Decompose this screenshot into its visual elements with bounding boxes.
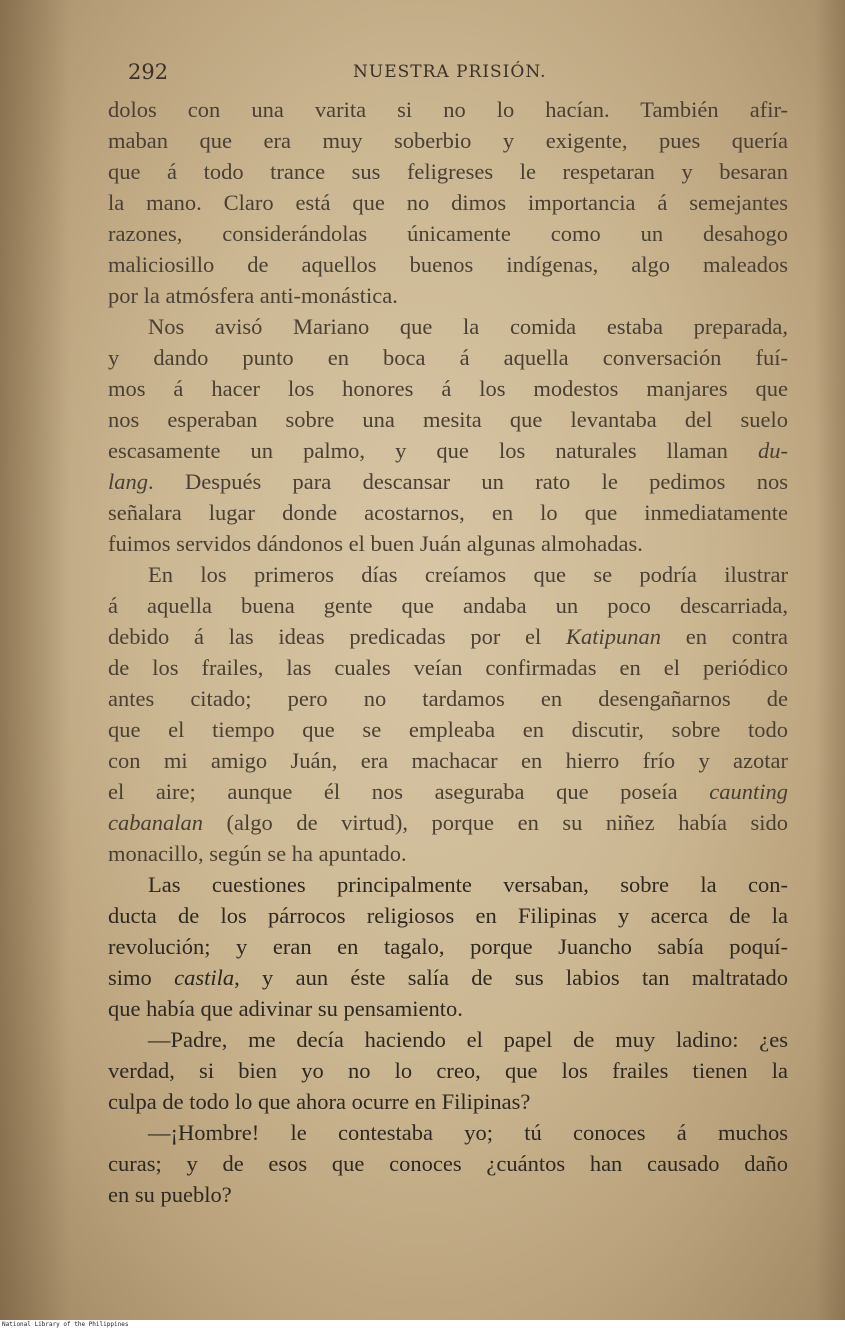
text-line (108, 962, 788, 993)
text-segment: Las cuestiones principalmente versaban, sobre la con- (148, 872, 788, 897)
text-segment: culpa de todo lo que ahora ocurre en Filipinas? (108, 1089, 531, 1114)
text-line (108, 1179, 788, 1210)
text-segment: y dando punto en boca á aquella conversación fuí- (108, 345, 788, 370)
text-line (108, 218, 788, 249)
text-line (108, 94, 788, 125)
text-segment: con mi amigo Juán, era machacar en hierro frío y azotar (108, 748, 788, 773)
text-segment: debido á las ideas predicadas por el (108, 624, 567, 649)
text-segment: á aquella buena gente que andaba un poco descarriada, (108, 593, 788, 618)
text-segment: curas; y de esos que conoces ¿cuántos han causado daño (108, 1151, 788, 1176)
text-segment: fuimos servidos dándonos el buen Juán algunas almohadas. (108, 531, 643, 556)
text-line (108, 1086, 788, 1117)
text-segment: , y aun éste salía de sus labios tan maltratado (234, 965, 788, 990)
text-segment: . Después para descansar un rato le pedimos nos (148, 469, 788, 494)
page-header (128, 60, 778, 88)
text-segment: —¡Hombre! le contestaba yo; tú conoces á muchos (148, 1120, 788, 1145)
text-segment: antes citado; pero no tardamos en desengañarnos de (108, 686, 788, 711)
text-line (108, 745, 788, 776)
text-segment: que había que adivinar su pensamiento. (108, 996, 463, 1021)
text-line (108, 187, 788, 218)
text-line (108, 249, 788, 280)
text-segment: en contra (661, 624, 788, 649)
library-credit: National Library of the Philippines (2, 1321, 129, 1328)
text-line (108, 1117, 788, 1148)
text-line (108, 280, 788, 311)
text-line (108, 404, 788, 435)
text-line (108, 807, 788, 838)
italic-term: Katipunan (566, 624, 662, 649)
text-line (108, 1024, 788, 1055)
text-line (108, 466, 788, 497)
text-segment: ducta de los párrocos religiosos en Filipinas y acerca de la (108, 903, 788, 928)
text-segment: escasamente un palmo, y que los naturales llaman (108, 438, 758, 463)
text-segment: señalara lugar donde acostarnos, en lo que inmediatamente (108, 500, 788, 525)
text-segment: maban que era muy soberbio y exigente, pues quería (108, 128, 788, 153)
text-segment: dolos con una varita si no lo hacían. También afir- (108, 97, 788, 122)
body-text (108, 94, 788, 1210)
text-segment: simo (108, 965, 175, 990)
text-segment: revolución; y eran en tagalo, porque Juancho sabía poquí- (108, 934, 788, 959)
text-segment: verdad, si bien yo no lo creo, que los frailes tienen la (108, 1058, 788, 1083)
text-segment: monacillo, según se ha apuntado. (108, 841, 407, 866)
text-segment: de los frailes, las cuales veían confirmadas en el periódico (108, 655, 788, 680)
text-segment: por la atmósfera anti-monástica. (108, 283, 398, 308)
text-segment: En los primeros días creíamos que se podría ilustrar (148, 562, 788, 587)
text-line (108, 652, 788, 683)
text-segment: que el tiempo que se empleaba en discutir, sobre todo (108, 717, 788, 742)
text-segment: —Padre, me decía haciendo el papel de muy ladino: ¿es (148, 1027, 788, 1052)
text-line (108, 528, 788, 559)
text-segment: mos á hacer los honores á los modestos manjares que (108, 376, 788, 401)
italic-term: cabanalan (108, 810, 203, 835)
text-line (108, 435, 788, 466)
text-segment: Nos avisó Mariano que la comida estaba preparada, (148, 314, 788, 339)
text-segment: nos esperaban sobre una mesita que levantaba del suelo (108, 407, 788, 432)
text-line (108, 156, 788, 187)
text-line (108, 993, 788, 1024)
text-segment: en su pueblo? (108, 1182, 232, 1207)
italic-term: castila (174, 965, 235, 990)
text-line (108, 311, 788, 342)
text-segment: (algo de virtud), porque en su niñez había sido (203, 810, 788, 835)
text-line (108, 1148, 788, 1179)
text-line (108, 683, 788, 714)
italic-term: caunting (709, 779, 788, 804)
text-line (108, 342, 788, 373)
text-line (108, 869, 788, 900)
text-line (108, 900, 788, 931)
text-line (108, 125, 788, 156)
text-line (108, 590, 788, 621)
page-number: 292 (128, 60, 169, 84)
text-line (108, 373, 788, 404)
text-line (108, 497, 788, 528)
text-line (108, 559, 788, 590)
text-line (108, 838, 788, 869)
text-segment: el aire; aunque él nos aseguraba que poseía (108, 779, 710, 804)
text-line (108, 1055, 788, 1086)
text-segment: maliciosillo de aquellos buenos indígenas, algo maleados (108, 252, 788, 277)
text-segment: razones, considerándolas únicamente como un desahogo (108, 221, 788, 246)
text-segment: la mano. Claro está que no dimos importancia á semejantes (108, 190, 788, 215)
italic-term: du- (758, 438, 788, 463)
running-title: NUESTRA PRISIÓN. (353, 62, 547, 82)
italic-term: lang (108, 469, 149, 494)
text-segment: que á todo trance sus feligreses le respetaran y besaran (108, 159, 788, 184)
text-line (108, 931, 788, 962)
text-line (108, 714, 788, 745)
text-line (108, 776, 788, 807)
text-line (108, 621, 788, 652)
